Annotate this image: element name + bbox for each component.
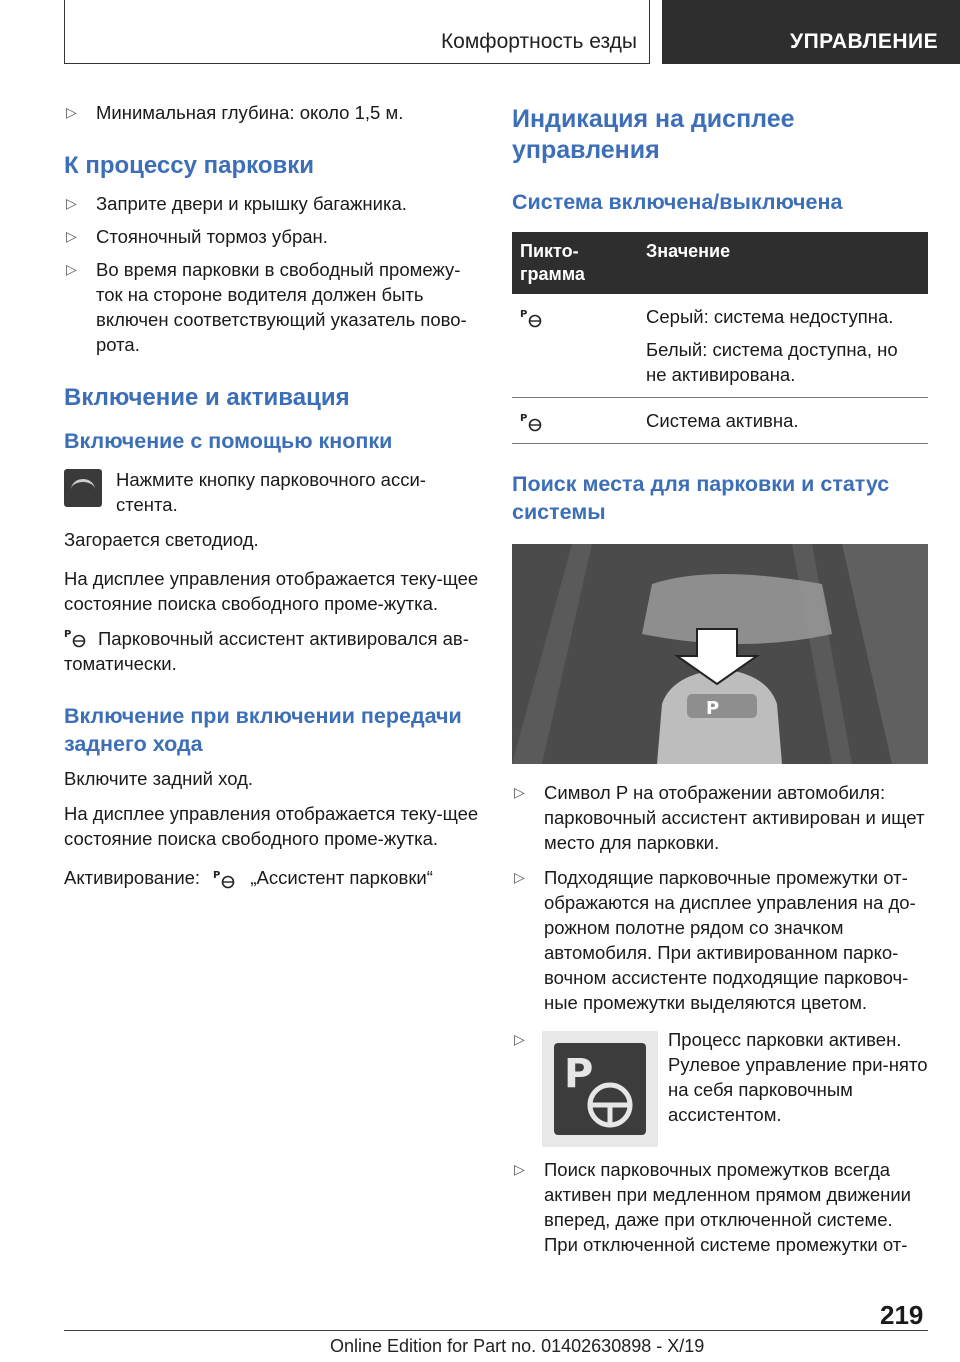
- table-row: [512, 294, 928, 398]
- heading-system-on-off: Система включена/выключена: [512, 190, 843, 214]
- indicator-table: [512, 232, 928, 444]
- process-item-3: [64, 257, 480, 357]
- bullet-text: Заприте двери и крышку багажника.: [96, 193, 407, 214]
- display-text-1: На дисплее управления отображается теку-щее состояние поиска свободного проме-жутка.: [64, 568, 479, 614]
- parking-active-icon: [542, 1031, 658, 1147]
- bullet-text: Стояночный тормоз убран.: [96, 226, 328, 247]
- bullet-triangle-icon: ▷: [66, 261, 77, 277]
- bullet-text: Символ P на отображении автомобиля: парковочный ассистент активирован и ищет место для парковки.: [544, 782, 925, 853]
- bullet-min-depth: [64, 100, 480, 125]
- meaning-white: Белый: система доступна, но не активирована.: [646, 339, 898, 385]
- activation-label: Активирование:: [64, 867, 201, 888]
- heading-activation: Включение и активация: [64, 384, 350, 411]
- parking-steering-icon: [520, 412, 544, 432]
- svg-text:P: P: [64, 629, 72, 640]
- bullet-text: Процесс парковки активен. Рулевое управление при-нято на себя парковочным ассистентом.: [668, 1029, 928, 1125]
- heading-search-status: Поиск места для парковки и статус системы: [512, 472, 890, 524]
- bullet-triangle-icon: ▷: [514, 1031, 525, 1047]
- bullet-text: Во время парковки в свободный промежу-ток на стороне водителя должен быть включен соответствующий указатель пово-рота.: [96, 259, 467, 355]
- footer-divider: [64, 1330, 928, 1331]
- parking-display-photo: [512, 544, 928, 764]
- table-cell-pictogram: [512, 398, 638, 444]
- search-item-1: [512, 780, 928, 855]
- auto-activation-note: [64, 626, 480, 676]
- search-item-2: [512, 865, 928, 1015]
- parking-active-icon-bg: [554, 1043, 646, 1135]
- table-cell-pictogram: [512, 294, 638, 398]
- bullet-text: Поиск парковочных промежутков всегда активен при медленном прямом движении вперед, даже при отключенной системе. При отключенной системе промежутки от-: [544, 1159, 911, 1255]
- heading-button-activation: Включение с помощью кнопки: [64, 429, 393, 453]
- activation-line: [64, 865, 480, 890]
- parking-assistant-button-icon: [64, 469, 102, 507]
- svg-text:P: P: [213, 870, 221, 882]
- page-number: 219: [880, 1300, 924, 1330]
- photo-p-symbol: P: [706, 698, 720, 719]
- header-section-tab: [64, 0, 650, 64]
- button-instruction-text: Нажмите кнопку парковочного асси-стента.: [116, 469, 426, 515]
- bullet-triangle-icon: ▷: [66, 228, 77, 244]
- parking-steering-icon: [520, 308, 544, 328]
- activation-value: „Ассистент парковки“: [250, 867, 433, 888]
- bullet-text: Подходящие парковочные промежутки от-ображаются на дисплее управления на до-рожном полотне рядом со значком автомобиля. При активированном парко-вочном ассистенте подходящие парковоч-ные промежутки выделяются цветом.: [544, 867, 916, 1013]
- search-item-3: [512, 1027, 928, 1145]
- table-row: [512, 398, 928, 444]
- svg-text:P: P: [520, 413, 528, 425]
- left-column: [64, 100, 480, 890]
- table-cell-meaning: [638, 294, 928, 398]
- process-item-1: [64, 191, 480, 216]
- heading-parking-process: К процессу парковки: [64, 152, 315, 179]
- icon-letter: P: [564, 1051, 594, 1097]
- table-header-meaning: Значение: [638, 232, 928, 294]
- process-item-2: [64, 224, 480, 249]
- svg-text:P: P: [520, 309, 528, 321]
- bullet-triangle-icon: ▷: [514, 1161, 525, 1177]
- bullet-triangle-icon: ▷: [66, 104, 77, 120]
- parking-display-illustration: [512, 544, 928, 764]
- bullet-triangle-icon: ▷: [514, 869, 525, 885]
- footer-edition: Online Edition for Part no. 01402630898 - X/19: [330, 1336, 705, 1356]
- bullet-triangle-icon: ▷: [514, 784, 525, 800]
- header-chapter-tab: [662, 0, 960, 64]
- right-column: [512, 104, 928, 1257]
- auto-activation-text: Парковочный ассистент активировался ав-томатически.: [64, 628, 469, 674]
- header-chapter-title: УПРАВЛЕНИЕ: [790, 30, 939, 53]
- table-header-row: [512, 232, 928, 294]
- search-item-4: [512, 1157, 928, 1257]
- table-cell-meaning: Система активна.: [638, 398, 928, 444]
- led-text: Загорается светодиод.: [64, 529, 259, 550]
- reverse-text: Включите задний ход.: [64, 768, 254, 789]
- header-section-title: Комфортность езды: [440, 30, 637, 53]
- heading-display: Индикация на дисплее управления: [512, 105, 795, 164]
- bullet-text: Минимальная глубина: около 1,5 м.: [96, 102, 404, 123]
- display-text-2: На дисплее управления отображается теку-щее состояние поиска свободного проме-жутка.: [64, 803, 479, 849]
- button-instruction: [64, 467, 480, 517]
- bullet-triangle-icon: ▷: [66, 195, 77, 211]
- heading-reverse-activation: Включение при включении передачи заднего хода: [64, 704, 462, 756]
- parking-steering-icon: [554, 1043, 646, 1135]
- meaning-grey: Серый: система недоступна.: [646, 306, 894, 327]
- table-header-pictogram: Пикто-грамма: [512, 232, 638, 294]
- parking-steering-icon: [64, 628, 88, 648]
- parking-steering-icon: [213, 869, 237, 889]
